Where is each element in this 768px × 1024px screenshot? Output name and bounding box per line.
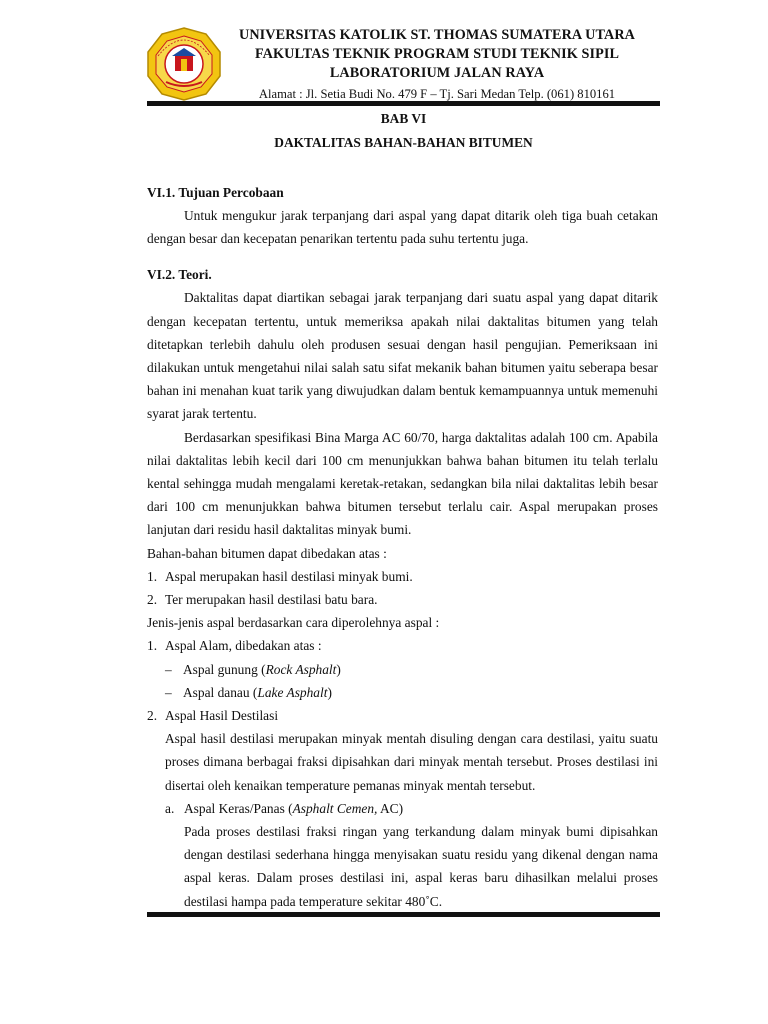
footer-divider <box>147 912 660 917</box>
chapter-title: DAKTALITAS BAHAN-BAHAN BITUMEN <box>274 135 533 150</box>
letterhead <box>232 26 642 104</box>
asphalt-types-intro: Jenis-jenis aspal berdasarkan cara diperolehnya aspal : <box>147 615 440 631</box>
distillation-paragraph: Aspal hasil destilasi merupakan minyak mentah disuling dengan cara destilasi, yaitu suatu proses dimana berbagai fraksi dipisahkan dari minyak mentah tersebut. Proses destilasi ini disertai oleh kenaikan temperature pemanas minyak mentah tersebut. <box>165 731 658 793</box>
bitumen-intro: Bahan-bahan bitumen dapat dibedakan atas : <box>147 545 387 561</box>
list-item: 2. Ter merupakan hasil destilasi batu bara. <box>147 592 378 608</box>
university-logo <box>144 26 224 102</box>
section-heading-theory: VI.2. Teori. <box>147 267 212 283</box>
document-body <box>147 181 658 913</box>
list-subitem: a. Aspal Keras/Panas (Asphalt Cemen, AC) <box>165 800 404 816</box>
list-item: 2. Aspal Hasil Destilasi <box>147 708 279 724</box>
list-subitem: – Aspal danau (Lake Asphalt) <box>165 684 332 700</box>
purpose-paragraph: Untuk mengukur jarak terpanjang dari aspal yang dapat ditarik oleh tiga buah cetakan dengan besar dan kecepatan penarikan tertentu pada suhu tertentu juga. <box>147 208 658 247</box>
letterhead-address: Alamat : Jl. Setia Budi No. 479 F – Tj. Sari Medan Telp. (061) 810161 <box>258 87 616 101</box>
theory-paragraph-1: Daktalitas dapat diartikan sebagai jarak terpanjang dari suatu aspal yang dapat ditarik dengan kecepatan tertentu, untuk memeriksa apakah nilai daktalitas bitumen yang telah ditetapkan terlebih dahulu oleh produsen sesuai dengan hasil pengujian. Pemeriksaan ini dilakukan untuk mengetahui nilai salah satu sifat mekanik bahan bitumen yaitu seberapa besar bahan ini menahan kuat tarik yang diwujudkan dalam bentuk kemampuannya untuk memenuhi syarat jarak tertentu. <box>147 290 658 422</box>
list-item: 1. Aspal merupakan hasil destilasi minyak bumi. <box>147 568 413 584</box>
list-item: 1. Aspal Alam, dibedakan atas : <box>147 638 322 654</box>
section-heading-purpose: VI.1. Tujuan Percobaan <box>147 185 284 200</box>
chapter-number: BAB VI <box>380 111 427 126</box>
letterhead-university: UNIVERSITAS KATOLIK ST. THOMAS SUMATERA UTARA <box>238 27 636 43</box>
header-divider <box>147 101 660 106</box>
list-subitem: – Aspal gunung (Rock Asphalt) <box>165 661 341 677</box>
hard-asphalt-paragraph: Pada proses destilasi fraksi ringan yang terkandung dalam minyak bumi dipisahkan dengan destilasi sederhana hingga menyisakan suatu residu yang dikenal dengan nama aspal keras. Dalam proses destilasi ini, aspal keras baru dihasilkan melalui proses destilasi hampa pada temperature sekitar 480˚C. <box>184 824 658 909</box>
letterhead-lab: LABORATORIUM JALAN RAYA <box>329 65 545 81</box>
letterhead-faculty: FAKULTAS TEKNIK PROGRAM STUDI TEKNIK SIPIL <box>254 46 620 62</box>
theory-paragraph-2: Berdasarkan spesifikasi Bina Marga AC 60/70, harga daktalitas adalah 100 cm. Apabila nilai daktalitas lebih kecil dari 100 cm menunjukkan bahwa bahan bitumen itu telah terlalu kental sehingga mudah mengalami keretak-retakan, sedangkan bila nilai daktalitas lebih besar dari 100 cm menunjukkan bahwa bitumen tersebut terlalu cair. Aspal merupakan proses lanjutan dari residu hasil daktalitas minyak bumi. <box>147 429 658 538</box>
